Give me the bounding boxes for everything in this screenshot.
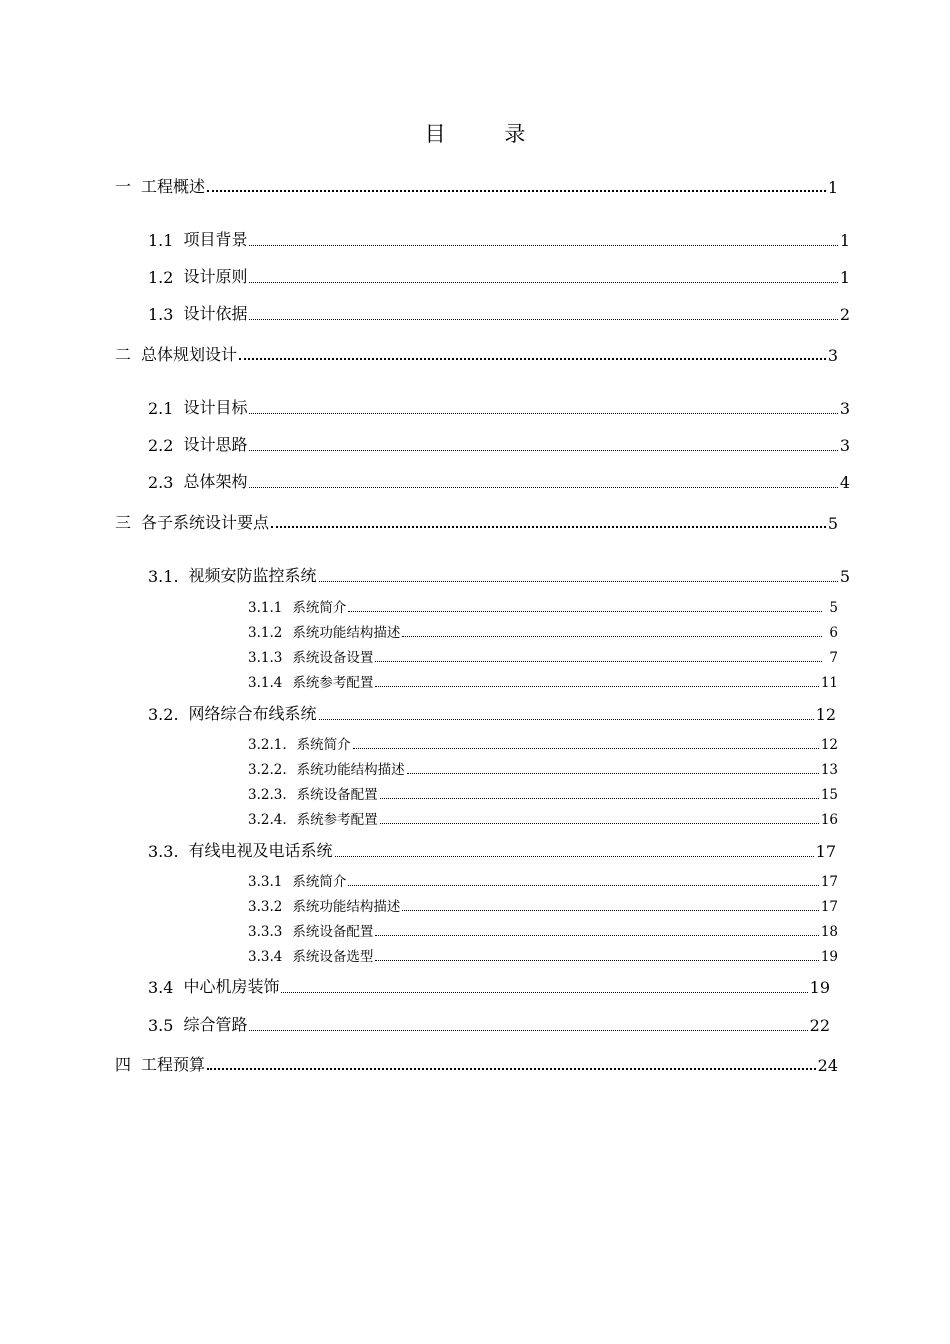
toc-entry[interactable] <box>248 896 838 915</box>
toc-entry-page: 24 <box>817 1056 838 1075</box>
dot-leader <box>249 282 837 283</box>
toc-entry-page: 13 <box>820 762 838 778</box>
toc-entry-number: 3.4 <box>148 978 174 997</box>
toc-entry[interactable] <box>115 175 838 197</box>
dot-leader <box>407 773 819 774</box>
toc-entry-number: 3.3. <box>148 842 179 861</box>
toc-entry-label: 设计目标 <box>183 398 248 417</box>
toc-entry-number: 三 <box>115 513 132 532</box>
toc-entry-page: 12 <box>820 737 838 753</box>
toc-entry-label: 总体规划设计 <box>141 345 238 364</box>
toc-entry-page: 7 <box>829 650 838 666</box>
toc-entry[interactable] <box>148 839 836 861</box>
dot-leader <box>249 1030 807 1031</box>
toc-entry-number: 3.1. <box>148 567 179 586</box>
toc-entry-number: 3.1.3 <box>248 650 283 666</box>
toc-entry-label: 系统功能结构描述 <box>292 899 401 915</box>
toc-entry[interactable] <box>148 702 836 724</box>
dot-leader <box>375 686 818 687</box>
toc-entry-number: 3.1.2 <box>248 625 283 641</box>
dot-leader <box>375 960 818 961</box>
toc-entry-number: 3.2.2. <box>248 762 287 778</box>
toc-entry-page: 19 <box>820 949 838 965</box>
toc-entry[interactable] <box>248 647 838 666</box>
toc-entry-number: 2.3 <box>148 473 174 492</box>
dot-leader <box>375 661 822 662</box>
toc-entry-number: 3.2.1. <box>248 737 287 753</box>
toc-entry[interactable] <box>148 564 850 586</box>
toc-entry-page: 22 <box>809 1016 830 1035</box>
toc-entry[interactable] <box>248 809 838 828</box>
toc-entry-label: 中心机房装饰 <box>183 977 280 996</box>
toc-entry[interactable] <box>248 759 838 778</box>
toc-entry-page: 18 <box>820 924 838 940</box>
toc-entry[interactable] <box>148 265 850 287</box>
toc-entry-number: 3.3.4 <box>248 949 283 965</box>
toc-entry[interactable] <box>115 1053 838 1075</box>
toc-entry-page: 6 <box>829 625 838 641</box>
toc-entry-label: 网络综合布线系统 <box>188 704 317 723</box>
toc-entry-number: 3.3.1 <box>248 874 283 890</box>
toc-title: 目 录 <box>424 122 552 146</box>
toc-entry-page: 1 <box>827 178 838 197</box>
toc-entry-label: 系统简介 <box>292 600 347 616</box>
dot-leader <box>249 450 837 451</box>
toc-entry-label: 设计依据 <box>183 304 248 323</box>
toc-entry-page: 2 <box>839 305 850 324</box>
dot-leader <box>353 748 819 749</box>
dot-leader <box>271 526 826 528</box>
toc-entry-number: 3.3.3 <box>248 924 283 940</box>
toc-entry[interactable] <box>148 433 850 455</box>
toc-entry-page: 1 <box>839 231 850 250</box>
toc-entry-number: 3.2.4. <box>248 812 287 828</box>
dot-leader <box>375 935 818 936</box>
toc-entry-page: 19 <box>809 978 830 997</box>
toc-entry-label: 视频安防监控系统 <box>188 566 317 585</box>
toc-entry-page: 17 <box>815 842 836 861</box>
dot-leader <box>380 798 819 799</box>
toc-entry-page: 3 <box>827 346 838 365</box>
toc-entry-label: 总体架构 <box>183 472 248 491</box>
toc-entry[interactable] <box>148 470 850 492</box>
toc-entry-number: 3.2. <box>148 705 179 724</box>
toc-entry-page: 4 <box>839 473 850 492</box>
dot-leader <box>249 413 837 414</box>
toc-entry-label: 系统设备配置 <box>292 924 374 940</box>
dot-leader <box>249 245 837 246</box>
toc-entry[interactable] <box>148 975 830 997</box>
dot-leader <box>319 719 814 720</box>
toc-entry-label: 综合管路 <box>183 1015 248 1034</box>
toc-entry-number: 1.1 <box>148 231 174 250</box>
toc-entry-number: 四 <box>115 1055 132 1074</box>
toc-entry-page: 17 <box>820 874 838 890</box>
toc-entry[interactable] <box>248 672 838 691</box>
toc-entry-number: 1.3 <box>148 305 174 324</box>
toc-entry-number: 一 <box>115 177 132 196</box>
toc-entry-number: 3.3.2 <box>248 899 283 915</box>
toc-entry-label: 设计思路 <box>183 435 248 454</box>
toc-entry-number: 2.2 <box>148 436 174 455</box>
toc-entry-label: 系统设备选型 <box>292 949 374 965</box>
toc-entry-label: 工程概述 <box>141 177 206 196</box>
toc-entry-number: 1.2 <box>148 268 174 287</box>
toc-entry[interactable] <box>115 343 838 365</box>
toc-entry-label: 系统简介 <box>296 737 351 753</box>
toc-entry-number: 3.1.4 <box>248 675 283 691</box>
toc-entry-label: 项目背景 <box>183 230 248 249</box>
dot-leader <box>207 1068 816 1070</box>
toc-entry[interactable] <box>148 1013 830 1035</box>
toc-entry[interactable] <box>248 622 838 641</box>
toc-entry-page: 3 <box>839 399 850 418</box>
toc-entry[interactable] <box>148 302 850 324</box>
dot-leader <box>207 190 826 192</box>
dot-leader <box>239 358 826 360</box>
toc-entry-number: 二 <box>115 345 132 364</box>
toc-entry-label: 系统参考配置 <box>296 812 378 828</box>
dot-leader <box>402 636 822 637</box>
dot-leader <box>249 319 837 320</box>
toc-entry-page: 15 <box>820 787 838 803</box>
toc-entry-label: 系统设备设置 <box>292 650 374 666</box>
toc-entry-label: 系统功能结构描述 <box>296 762 405 778</box>
toc-entry-label: 系统功能结构描述 <box>292 625 401 641</box>
toc-entry[interactable] <box>148 228 850 250</box>
toc-entry-page: 5 <box>839 567 850 586</box>
toc-entry-number: 3.5 <box>148 1016 174 1035</box>
toc-entry-label: 系统参考配置 <box>292 675 374 691</box>
dot-leader <box>249 487 837 488</box>
toc-entry[interactable] <box>248 871 838 890</box>
toc-entry-label: 有线电视及电话系统 <box>188 841 333 860</box>
toc-entry-label: 设计原则 <box>183 267 248 286</box>
toc-entry-label: 系统简介 <box>292 874 347 890</box>
dot-leader <box>281 992 807 993</box>
toc-entry[interactable] <box>115 511 838 533</box>
toc-entry-page: 3 <box>839 436 850 455</box>
toc-entry[interactable] <box>248 784 838 803</box>
toc-entry-number: 2.1 <box>148 399 174 418</box>
toc-entry-page: 5 <box>827 514 838 533</box>
toc-entry[interactable] <box>248 921 838 940</box>
toc-entry-number: 3.1.1 <box>248 600 283 616</box>
toc-entry-number: 3.2.3. <box>248 787 287 803</box>
toc-entry-label: 系统设备配置 <box>296 787 378 803</box>
dot-leader <box>402 910 818 911</box>
dot-leader <box>380 823 819 824</box>
toc-entry-page: 17 <box>820 899 838 915</box>
toc-entry-page: 16 <box>820 812 838 828</box>
dot-leader <box>348 611 822 612</box>
toc-entry-page: 5 <box>829 600 838 616</box>
toc-entry-page: 11 <box>820 675 838 691</box>
toc-entry-label: 各子系统设计要点 <box>141 513 270 532</box>
dot-leader <box>335 856 814 857</box>
toc-entry[interactable] <box>248 734 838 753</box>
dot-leader <box>348 885 818 886</box>
dot-leader <box>319 581 838 582</box>
toc-entry-page: 12 <box>815 705 836 724</box>
toc-entry[interactable] <box>248 946 838 965</box>
toc-entry[interactable] <box>248 597 838 616</box>
toc-entry[interactable] <box>148 396 850 418</box>
toc-entry-page: 1 <box>839 268 850 287</box>
toc-entry-label: 工程预算 <box>141 1055 206 1074</box>
